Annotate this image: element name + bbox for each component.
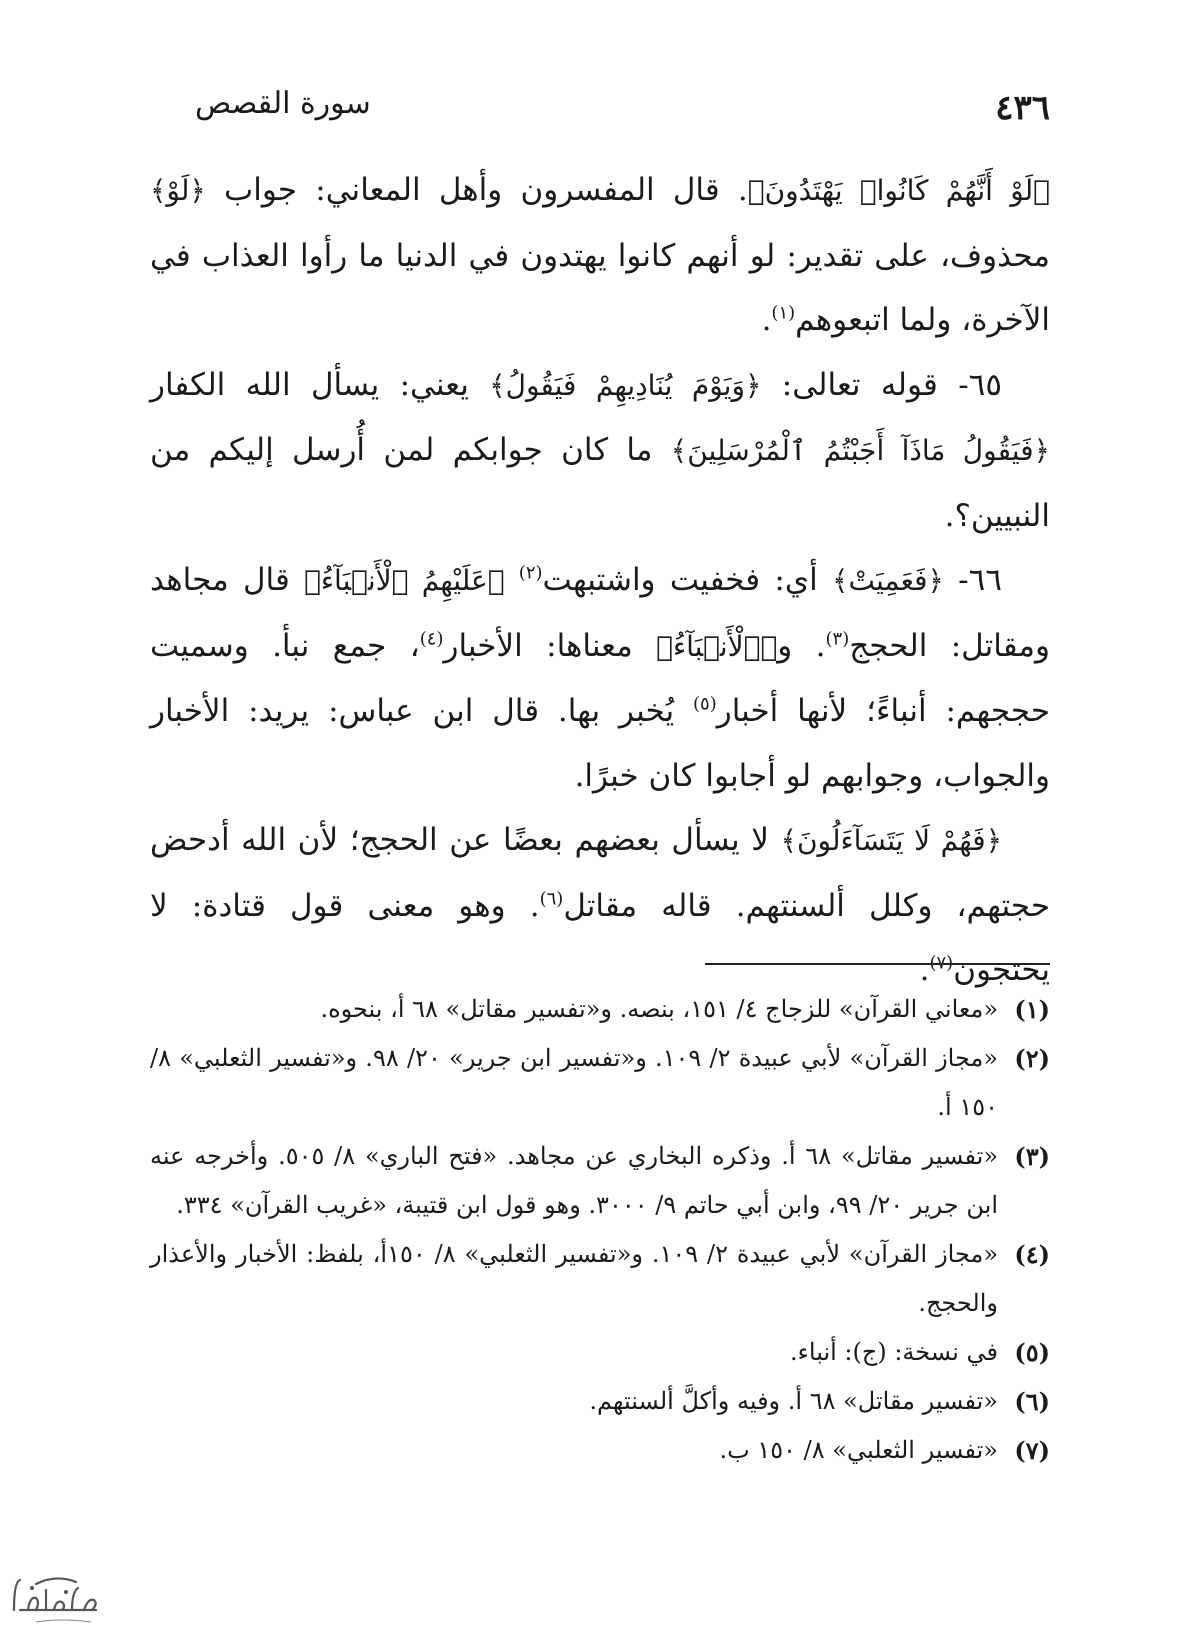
text-run: ، جمع نبأ. وسميت حججهم: أنباءً؛ لأنها أخبار bbox=[150, 627, 1051, 729]
text-run: لا يسأل بعضهم بعضًا عن الحجج؛ لأن الله أدحض حجتهم، وكلل ألسنتهم. قاله مقاتل bbox=[150, 822, 1051, 924]
quran-quote: ﴿فَهُمْ لَا يَتَسَآءَلُونَ﴾ bbox=[780, 824, 1003, 857]
text-run: أي: فخفيت واشتبهت bbox=[542, 562, 833, 598]
quran-quote: ﴿فَيَقُولُ مَاذَآ أَجَبْتُمُ ٱلْمُرْسَلِينَ﴾ bbox=[670, 434, 1050, 467]
footnote-ref-6: (٦) bbox=[539, 888, 564, 910]
text-run: . و bbox=[777, 627, 826, 664]
footnote-text: «تفسير مقاتل» ٦٨ أ. وذكره البخاري عن مجاهد. «فتح الباري» ٨/ ٥٠٥. وأخرجه عنه ابن جرير ٢٠/ ٩٩، وابن أبي حاتم ٩/ ٣٠٠٠. وهو قول ابن قتيبة، «غريب القرآن» ٣٣٤. bbox=[150, 1142, 998, 1219]
footnote-ref-3: (٣) bbox=[825, 628, 850, 650]
footnote-number: (٢) bbox=[1014, 1044, 1050, 1073]
quran-quote: ﴿ٱلْأَنۢبَآءُ﴾ bbox=[656, 629, 778, 663]
footnote bbox=[150, 1426, 1050, 1475]
footnote bbox=[150, 1132, 1050, 1230]
quran-quote: ﴿فَعَمِيَتْ﴾ bbox=[832, 564, 944, 597]
text-run: يعني: يسأل الله الكفار bbox=[150, 366, 490, 403]
paragraph-4 bbox=[150, 808, 1050, 1003]
footnote bbox=[150, 1377, 1050, 1426]
text-run: قال مجاهد ومقاتل: الحجج bbox=[150, 562, 1050, 664]
footnote-text: «مجاز القرآن» لأبي عبيدة ٢/ ١٠٩. و«تفسير الثعلبي» ٨/ ١٥٠أ، بلفظ: الأخبار والأعذار والحجج. bbox=[150, 1240, 999, 1317]
text-run: معناها: الأخبار bbox=[443, 627, 657, 664]
text-run: . bbox=[761, 302, 772, 338]
text-run: ما كان جوابكم لمن أُرسل إليكم من النبيين؟. bbox=[150, 432, 1050, 534]
footnote bbox=[150, 1034, 1050, 1132]
footnote bbox=[150, 1328, 1050, 1377]
footnote-divider bbox=[705, 963, 1050, 965]
footnote-number: (٦) bbox=[1014, 1387, 1050, 1416]
footnote-ref-1: (١) bbox=[771, 302, 796, 324]
text-run: يُخبر بها. قال ابن عباس: يريد: الأخبار والجواب، وجوابهم لو أجابوا كان خبرًا. bbox=[150, 693, 1050, 794]
quran-quote: ﴿وَيَوْمَ يُنَادِيهِمْ فَيَقُولُ﴾ bbox=[489, 368, 762, 402]
footnote-number: (١) bbox=[1014, 995, 1050, 1024]
footnote-ref-5: (٥) bbox=[693, 693, 717, 715]
footnote-number: (٣) bbox=[1014, 1142, 1050, 1171]
text-run: محذوف، على تقدير: لو أنهم كانوا يهتدون في الدنيا ما رأوا العذاب في الآخرة، ولما اتبعوهم bbox=[150, 237, 1050, 338]
surah-name: سورة القصص bbox=[195, 86, 371, 121]
paragraph-1 bbox=[150, 158, 1050, 353]
quran-quote: ﴿لَوْ أَنَّهُمْ كَانُوا۟ يَهْتَدُونَ﴾ bbox=[747, 174, 1050, 207]
text-run bbox=[505, 562, 519, 598]
footnote bbox=[150, 1230, 1050, 1328]
footnote-ref-2: (٢) bbox=[518, 562, 543, 584]
text-run: . bbox=[919, 952, 930, 988]
page-header bbox=[150, 82, 1050, 132]
quran-quote: ﴿لَوْ﴾ bbox=[150, 174, 206, 207]
text-run: . قال المفسرون وأهل المعاني: جواب bbox=[205, 172, 748, 208]
footnotes bbox=[150, 985, 1050, 1475]
footnote-ref-7: (٧) bbox=[929, 952, 954, 974]
quran-quote: ﴿عَلَيْهِمُ ٱلْأَنۢبَآءُ﴾ bbox=[304, 564, 505, 597]
watermark-logo bbox=[6, 1562, 106, 1632]
footnote-text: «معاني القرآن» للزجاج ٤/ ١٥١، بنصه. و«تفسير مقاتل» ٦٨ أ، بنحوه. bbox=[320, 995, 998, 1023]
footnote-text: «تفسير الثعلبي» ٨/ ١٥٠ ب. bbox=[719, 1436, 998, 1464]
text-run: ٦٦- bbox=[943, 562, 1002, 598]
footnote-number: (٤) bbox=[1014, 1240, 1050, 1269]
footnote-text: في نسخة: (ج): أنباء. bbox=[789, 1338, 998, 1366]
footnote-text: «تفسير مقاتل» ٦٨ أ. وفيه وأكلَّ ألسنتهم. bbox=[589, 1387, 998, 1415]
footnote-ref-4: (٤) bbox=[419, 628, 444, 650]
text-run: . وهو معنى قول قتادة: لا يحتجون bbox=[150, 887, 1050, 988]
paragraph-2 bbox=[150, 353, 1050, 549]
page-number: ٤٣٦ bbox=[995, 88, 1050, 128]
footnote-text: «مجاز القرآن» لأبي عبيدة ٢/ ١٠٩. و«تفسير ابن جرير» ٢٠/ ٩٨. و«تفسير الثعلبي» ٨/ ١٥٠ أ. bbox=[150, 1044, 999, 1121]
main-text bbox=[150, 158, 1050, 1003]
footnote-number: (٧) bbox=[1014, 1436, 1050, 1465]
text-run: ٦٥- قوله تعالى: bbox=[761, 366, 1002, 403]
footnote bbox=[150, 985, 1050, 1034]
footnote-number: (٥) bbox=[1014, 1338, 1050, 1367]
paragraph-3 bbox=[150, 548, 1050, 808]
